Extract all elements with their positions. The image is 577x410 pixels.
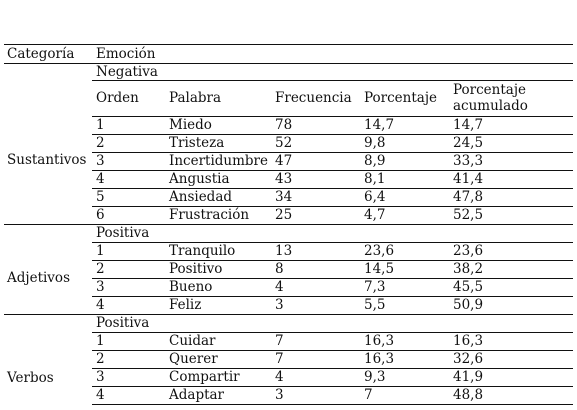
cell-acumulado: 38,2 bbox=[453, 261, 484, 277]
cell-frecuencia: 7 bbox=[275, 333, 284, 349]
cell-acumulado: 48,8 bbox=[453, 387, 484, 403]
row-rule bbox=[92, 134, 573, 135]
cell-palabra: Bueno bbox=[169, 279, 213, 295]
row-rule bbox=[92, 170, 573, 171]
col-acumulado-header-line1: Porcentaje bbox=[453, 82, 527, 98]
negative-label: Negativa bbox=[96, 64, 158, 80]
table-top-rule bbox=[4, 44, 573, 45]
group-rule bbox=[4, 224, 573, 225]
emotion-label: Positiva bbox=[96, 225, 150, 241]
cell-acumulado: 14,7 bbox=[453, 117, 484, 133]
cell-frecuencia: 43 bbox=[275, 171, 293, 187]
cell-acumulado: 41,9 bbox=[453, 369, 484, 385]
row-rule bbox=[92, 206, 573, 207]
cell-porcentaje: 7 bbox=[364, 387, 373, 403]
cell-orden: 3 bbox=[96, 369, 105, 385]
cell-palabra: Compartir bbox=[169, 369, 240, 385]
cell-porcentaje: 16,3 bbox=[364, 351, 395, 367]
cell-frecuencia: 7 bbox=[275, 351, 284, 367]
cell-orden: 1 bbox=[96, 243, 105, 259]
row-rule bbox=[92, 188, 573, 189]
col-porcentaje-header: Porcentaje bbox=[364, 90, 438, 106]
cell-palabra: Tristeza bbox=[169, 135, 225, 151]
cell-orden: 2 bbox=[96, 135, 105, 151]
cell-porcentaje: 9,3 bbox=[364, 369, 386, 385]
cell-frecuencia: 13 bbox=[275, 243, 293, 259]
row-rule bbox=[92, 368, 573, 369]
emotion-header: Emoción bbox=[96, 46, 156, 62]
cell-palabra: Positivo bbox=[169, 261, 223, 277]
cell-orden: 1 bbox=[96, 117, 105, 133]
cell-orden: 4 bbox=[96, 387, 105, 403]
cell-palabra: Angustia bbox=[169, 171, 230, 187]
cell-acumulado: 41,4 bbox=[453, 171, 484, 187]
cell-porcentaje: 5,5 bbox=[364, 297, 386, 313]
cell-acumulado: 52,5 bbox=[453, 207, 484, 223]
cell-orden: 5 bbox=[96, 189, 105, 205]
cell-palabra: Querer bbox=[169, 351, 218, 367]
cell-orden: 6 bbox=[96, 207, 105, 223]
col-frecuencia-header: Frecuencia bbox=[275, 90, 352, 106]
cell-frecuencia: 8 bbox=[275, 261, 284, 277]
emotion-label: Positiva bbox=[96, 315, 150, 331]
col-palabra-header: Palabra bbox=[169, 90, 222, 106]
cell-palabra: Adaptar bbox=[169, 387, 225, 403]
cell-frecuencia: 4 bbox=[275, 279, 284, 295]
cell-frecuencia: 78 bbox=[275, 117, 293, 133]
row-rule bbox=[92, 404, 573, 405]
row-rule bbox=[92, 278, 573, 279]
cell-palabra: Cuidar bbox=[169, 333, 216, 349]
cell-frecuencia: 3 bbox=[275, 297, 284, 313]
cell-porcentaje: 6,4 bbox=[364, 189, 386, 205]
cell-orden: 3 bbox=[96, 279, 105, 295]
negative-rule bbox=[92, 80, 573, 81]
cell-orden: 3 bbox=[96, 153, 105, 169]
cell-acumulado: 45,5 bbox=[453, 279, 484, 295]
cell-orden: 2 bbox=[96, 351, 105, 367]
cell-orden: 4 bbox=[96, 297, 105, 313]
columns-rule bbox=[92, 116, 573, 117]
row-rule bbox=[92, 260, 573, 261]
cell-porcentaje: 16,3 bbox=[364, 333, 395, 349]
cell-palabra: Miedo bbox=[169, 117, 212, 133]
cell-frecuencia: 4 bbox=[275, 369, 284, 385]
category-label: Sustantivos bbox=[7, 152, 87, 168]
group-rule bbox=[4, 314, 573, 315]
cell-palabra: Frustración bbox=[169, 207, 250, 223]
cell-frecuencia: 34 bbox=[275, 189, 293, 205]
cell-porcentaje: 14,5 bbox=[364, 261, 395, 277]
cell-palabra: Ansiedad bbox=[169, 189, 233, 205]
cell-orden: 1 bbox=[96, 333, 105, 349]
cell-palabra: Tranquilo bbox=[169, 243, 236, 259]
cell-porcentaje: 7,3 bbox=[364, 279, 386, 295]
cell-acumulado: 23,6 bbox=[453, 243, 484, 259]
cell-acumulado: 50,9 bbox=[453, 297, 484, 313]
cell-porcentaje: 4,7 bbox=[364, 207, 386, 223]
row-rule bbox=[92, 152, 573, 153]
cell-frecuencia: 3 bbox=[275, 387, 284, 403]
cell-acumulado: 33,3 bbox=[453, 153, 484, 169]
cell-porcentaje: 14,7 bbox=[364, 117, 395, 133]
cell-porcentaje: 23,6 bbox=[364, 243, 395, 259]
category-label: Adjetivos bbox=[7, 270, 70, 286]
cell-acumulado: 47,8 bbox=[453, 189, 484, 205]
cell-porcentaje: 9,8 bbox=[364, 135, 386, 151]
cell-acumulado: 24,5 bbox=[453, 135, 484, 151]
emotion-rule bbox=[92, 332, 573, 333]
cell-palabra: Feliz bbox=[169, 297, 202, 313]
cell-orden: 4 bbox=[96, 171, 105, 187]
row-rule bbox=[92, 350, 573, 351]
col-orden-header: Orden bbox=[96, 90, 139, 106]
cell-palabra: Incertidumbre bbox=[169, 153, 268, 169]
col-acumulado-header-line2: acumulado bbox=[453, 98, 528, 114]
cell-frecuencia: 52 bbox=[275, 135, 293, 151]
header-rule bbox=[4, 63, 573, 64]
emotion-rule bbox=[92, 242, 573, 243]
cell-frecuencia: 25 bbox=[275, 207, 293, 223]
cell-orden: 2 bbox=[96, 261, 105, 277]
cell-porcentaje: 8,9 bbox=[364, 153, 386, 169]
cell-porcentaje: 8,1 bbox=[364, 171, 386, 187]
cell-frecuencia: 47 bbox=[275, 153, 293, 169]
category-label: Verbos bbox=[7, 370, 54, 386]
row-rule bbox=[92, 296, 573, 297]
row-rule bbox=[92, 386, 573, 387]
cell-acumulado: 16,3 bbox=[453, 333, 484, 349]
category-header: Categoría bbox=[7, 46, 75, 62]
cell-acumulado: 32,6 bbox=[453, 351, 484, 367]
